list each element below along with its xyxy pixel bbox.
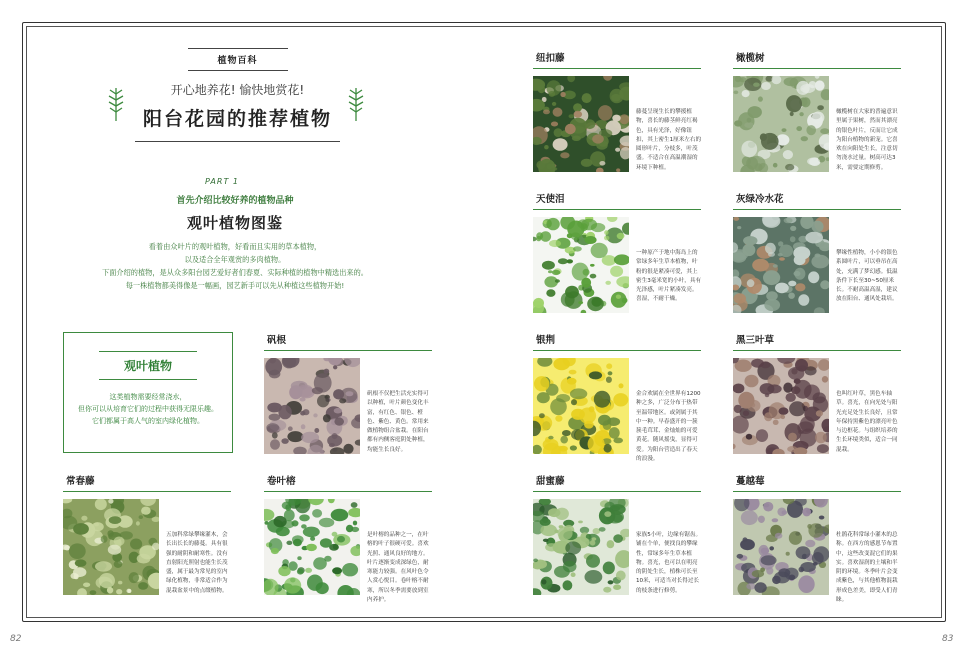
intro-text xyxy=(90,240,380,292)
plant-divider xyxy=(63,491,231,492)
intro-line: 下面介绍的植物，是从众多阳台园艺爱好者们春夏、实际种植的植物中精选出来的。 xyxy=(102,268,368,277)
leaf-left-icon xyxy=(106,86,126,122)
plant-name: 银荆 xyxy=(536,335,556,346)
plant-card xyxy=(733,193,901,303)
plant-description: 矾根不仅把生活充实得可以种植，叶片颜色变化丰富，有红色、银色、橙色、紫色、黄色。常用来做植物组合盆栽。在阳台都有内侧客庭阴处种植，均能生长良好。 xyxy=(367,391,429,453)
page-title: 阳台花园的推荐植物 xyxy=(142,108,332,130)
leaf-right-icon xyxy=(346,86,366,122)
plant-photo xyxy=(63,499,159,595)
intro-line: 每一株植物都美得像是一幅画，园艺新手可以先从种植这些植物开始! xyxy=(125,281,345,290)
plant-name: 蔓越莓 xyxy=(736,476,765,487)
plant-description: 金合欢属在全世界有1200种之多，广泛分布于热带至温带地区。或剑属于其中一种。早春盛开的一簇簇毛茸茸、金灿灿的可爱黄花。随风摇曳，显得可爱。为阳台营造出了春天的浪漫。 xyxy=(636,391,701,463)
plant-card xyxy=(733,334,901,453)
plant-card xyxy=(264,475,432,604)
plant-description: 藤蔓呈现生长的攀援植物，喜长的藤茎鲜亮红褐色，具有光泽，好像钮扣，其上密生1厘米左右的圆形叶片，分枝多，叶茂盛。不适合在高温潮湿的环境下种植。 xyxy=(636,109,702,171)
feature-box-line: 它们都属于高人气的室内绿化植物。 xyxy=(92,417,204,425)
plant-name: 天使泪 xyxy=(536,194,565,205)
page-number-left: 82 xyxy=(10,634,22,644)
plant-name: 常春藤 xyxy=(66,476,95,487)
plant-card xyxy=(533,52,702,171)
title-underline xyxy=(135,141,340,142)
plant-photo xyxy=(733,217,829,313)
intro-line: 看着由众叶片的观叶植物，好看而且实用的草本植物， xyxy=(148,242,322,251)
plant-name: 矾根 xyxy=(267,335,287,346)
plant-name: 黑三叶草 xyxy=(736,335,775,346)
plant-name: 橄榄树 xyxy=(736,53,765,64)
plant-divider xyxy=(533,491,701,492)
plant-divider xyxy=(533,209,701,210)
tagline: 开心地养花! 愉快地赏花! xyxy=(170,83,305,97)
part-subtitle: 首先介绍比较好养的植物品种 xyxy=(176,196,294,206)
plant-divider xyxy=(733,68,901,69)
intro-line: 以及适合全年观赏的多肉植物。 xyxy=(184,255,286,264)
plant-divider xyxy=(733,350,901,351)
plant-card xyxy=(63,475,231,594)
section-title: 观叶植物图鉴 xyxy=(186,214,283,232)
plant-divider xyxy=(733,491,901,492)
feature-box xyxy=(63,332,233,453)
plant-card xyxy=(733,475,901,604)
plant-card xyxy=(533,193,702,303)
plant-name: 卷叶榕 xyxy=(267,476,296,487)
plant-divider xyxy=(264,350,432,351)
plant-description: 一种原产于地中海岛上的常绿多年生草本植物，叶粉的很是紧凑可爱，其上密生3毫米宽的小叶，具有光泽感，叶片紧凑发亮。喜湿，不耐干燥。 xyxy=(636,250,702,303)
plant-card xyxy=(733,52,901,171)
plant-photo xyxy=(733,499,829,595)
feature-box-title: 观叶植物 xyxy=(99,351,197,380)
plant-name: 灰绿冷水花 xyxy=(736,194,784,205)
plant-description: 也叫红叶草，黑色车轴草。喜光，在向光处与阳光充足处生长良好，且常年保持黑紫色的漂亮叶色与边框花。与组织培养的生长环境类似，适合一同混栽。 xyxy=(836,391,898,453)
part-label: PART 1 xyxy=(205,177,239,186)
feature-box-line: 这类植物需要经常浇水， xyxy=(109,393,187,401)
plant-name: 纽扣藤 xyxy=(536,53,565,64)
book-title: 植物百科 xyxy=(188,48,288,71)
plant-name: 甜蜜藤 xyxy=(536,476,565,487)
feature-box-line: 但你可以从培育它们的过程中获得无限乐趣。 xyxy=(78,405,218,413)
plant-photo xyxy=(733,358,829,454)
plant-divider xyxy=(533,68,701,69)
plant-card xyxy=(264,334,432,453)
page-header xyxy=(135,48,340,142)
plant-divider xyxy=(264,491,432,492)
plant-card xyxy=(533,334,701,463)
plant-photo xyxy=(264,499,360,595)
plant-description: 是叶榕的品种之一，在叶榕的叶子很硬可爱。喜欢光照、通风良好的地方。叶片逐渐变成深绿色，耐寒能力较强。在风叶色令人赏心悦目。卷叶榕不耐寒，所以冬季需要放到室内养护。 xyxy=(367,532,429,604)
plant-description: 杜鹃花科常绿小灌木的总称。在西方的感恩节布置中，这些改变混它们的果实。喜欢湿润的土壤和半阴的环境。冬季叶片会变成紫色，与其他植物混栽形成色差美，即受人们青睐。 xyxy=(836,532,898,604)
plant-card xyxy=(533,475,702,594)
plant-description: 五加科常绿攀缘灌木，会长出长长的藤蔓。具有很强的耐阴和耐寒性。没有直射阳光照射也能生长茂盛，属于最为常见的室内绿化植物，非常适合作为混栽盆景中的点缀植物。 xyxy=(166,532,228,594)
feature-box-text xyxy=(64,391,232,427)
plant-photo xyxy=(533,217,629,313)
plant-description: 家族5小叶，边缘有锯齿。铺在个单，便找良的攀缘性，常绿多年生草本植物。喜光，也可以在明亮的阴处生长，植株可长至10米，可适当对长得过长的枝条进行修剪。 xyxy=(636,532,702,594)
page-number-right: 83 xyxy=(942,634,954,644)
plant-photo xyxy=(533,76,629,172)
plant-divider xyxy=(533,350,701,351)
plant-photo xyxy=(533,358,629,454)
plant-description: 橄榄树在大家的普遍意识里属于果树，然而其漂亮的银色叶片，反而让它成为阳台植物的新宠。它喜欢在向阳处生长，注意切勿浇水过量。树高可达3米，需要定期修剪。 xyxy=(836,109,898,171)
plant-description: 攀缘性植物，小小的银色系圆叶片，可以垂吊在高处，充满了梦幻感。低温条件下长至30~50厘米长。不耐高温高湿，建议放在阳台、通风处栽培。 xyxy=(836,250,898,303)
plant-photo xyxy=(533,499,629,595)
plant-photo xyxy=(264,358,360,454)
plant-photo xyxy=(733,76,829,172)
plant-divider xyxy=(733,209,901,210)
